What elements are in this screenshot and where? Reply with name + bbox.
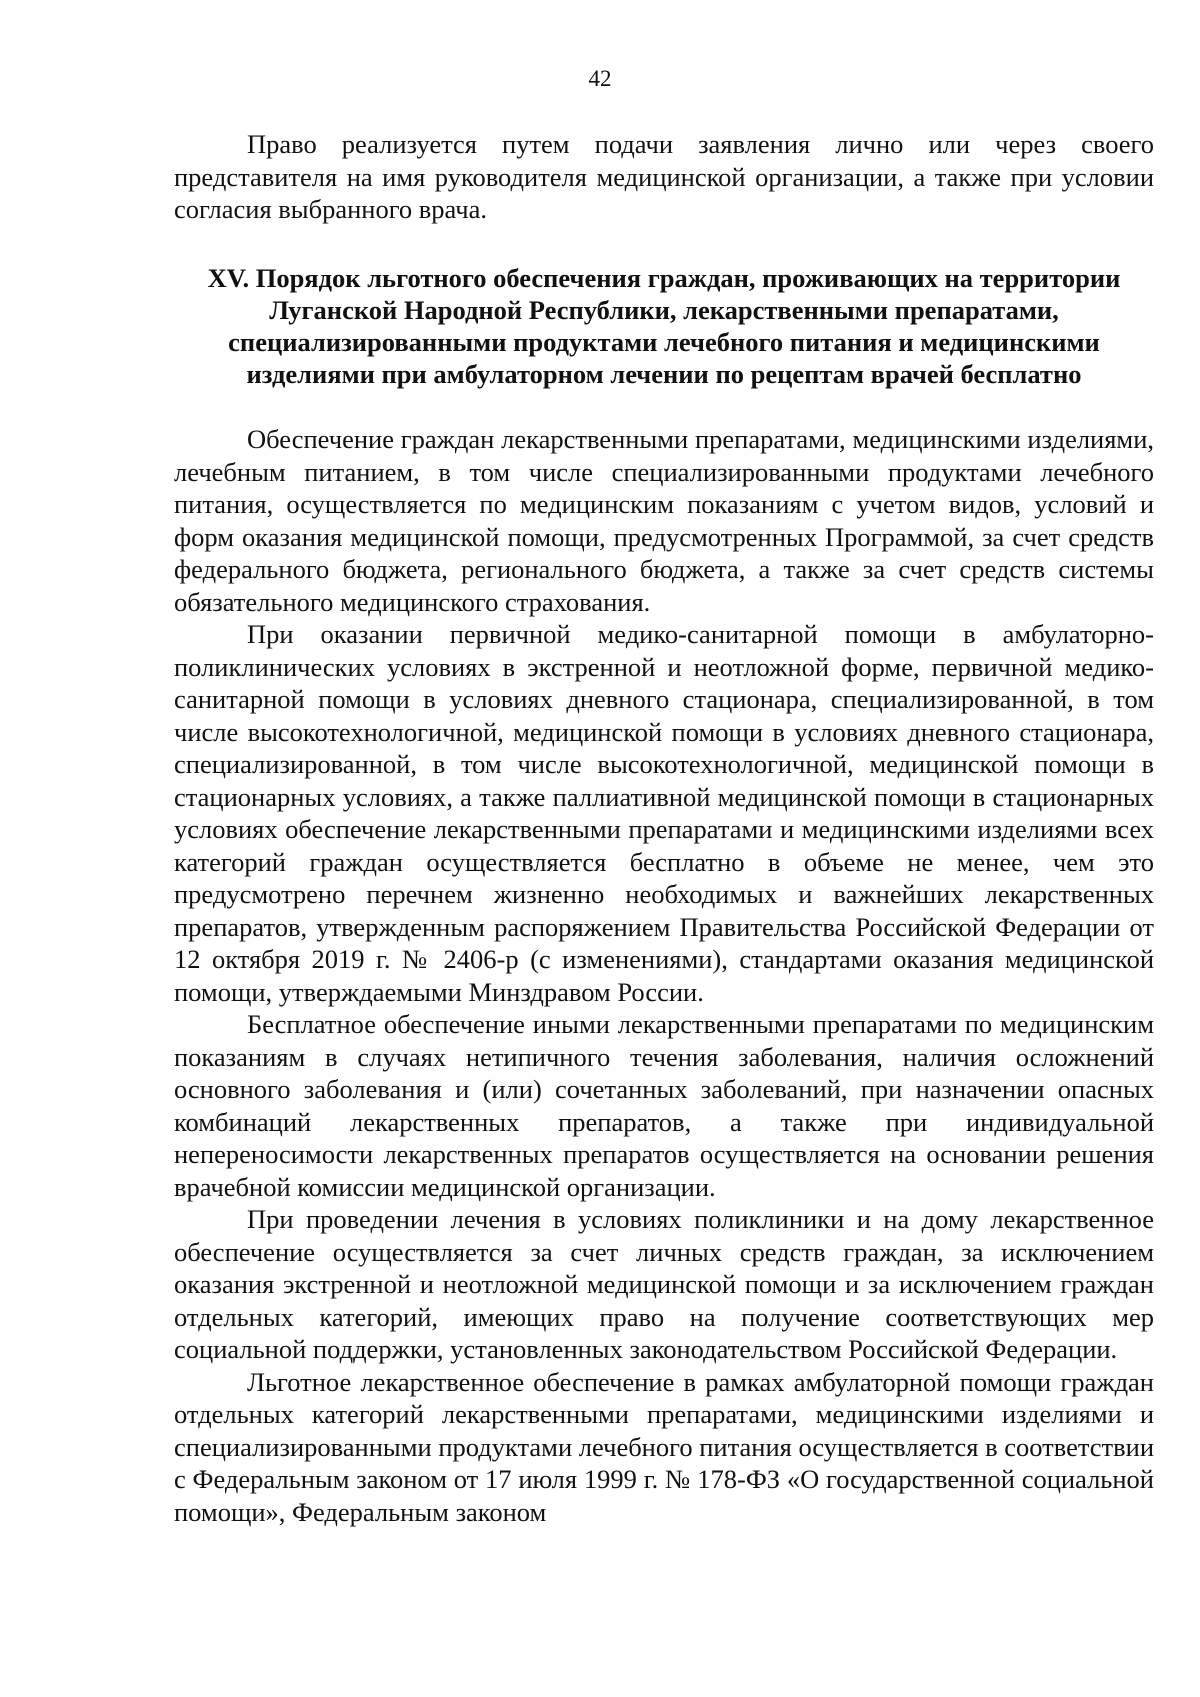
section-heading: XV. Порядок льготного обеспечения граждан, проживающих на территории Луганской Народной Республики, лекарственными препаратами, специализированными продуктами лечебного питания и медицинскими изделиями при амбулаторном лечении по рецептам врачей бесплатно: [207, 263, 1121, 389]
paragraph-other-drugs: Бесплатное обеспечение иными лекарственными препаратами по медицинским показаниям в случаях нетипичного течения заболевания, наличия осложнений основного заболевания и (или) сочетанных заболеваний, при назначении опасных комбинаций лекарственных препаратов, а также при индивидуальной непереносимости лекарственных препаратов осуществляется на основании решения врачебной комиссии медицинской организации.: [174, 1009, 1154, 1202]
paragraph-preferential: Льготное лекарственное обеспечение в рамках амбулаторной помощи граждан отдельных категорий лекарственными препаратами, медицинскими изделиями и специализированными продуктами лечебного питания осуществляется в соответствии с Федеральным законом от 17 июля 1999 г. № 178-ФЗ «О государственной социальной помощи», Федеральным законом: [174, 1366, 1154, 1527]
paragraph-primary-care: При оказании первичной медико-санитарной помощи в амбулаторно-поликлинических условиях в экстренной и неотложной форме, первичной медико-санитарной помощи в условиях дневного стационара, специализированной, в том числе высокотехнологичной, медицинской помощи в условиях дневного стационара, специализированной, в том числе высокотехнологичной, медицинской помощи в стационарных условиях, а также паллиативной медицинской помощи в стационарных условиях обеспечение лекарственными препаратами и медицинскими изделиями всех категорий граждан осуществляется бесплатно в объеме не менее, чем это предусмотрено перечнем жизненно необходимых и важнейших лекарственных препаратов, утвержденным распоряжением Правительства Российской Федерации от 12 октября 2019 г. № 2406-р (с изменениями), стандартами оказания медицинской помощи, утверждаемыми Минздравом России.: [174, 619, 1154, 1007]
intro-paragraph: Право реализуется путем подачи заявления лично или через своего представителя на имя руководителя медицинской организации, а также при условии согласия выбранного врача.: [174, 129, 1154, 224]
paragraph-outpatient: При проведении лечения в условиях поликлиники и на дому лекарственное обеспечение осуществляется за счет личных средств граждан, за исключением оказания экстренной и неотложной медицинской помощи и за исключением граждан отдельных категорий, имеющих право на получение соответствующих мер социальной поддержки, установленных законодательством Российской Федерации.: [174, 1204, 1154, 1364]
intro-block: [174, 128, 1154, 226]
paragraph-provision: Обеспечение граждан лекарственными препаратами, медицинскими изделиями, лечебным питанием, в том числе специализированными продуктами лечебного питания, осуществляется по медицинским показаниям с учетом видов, условий и форм оказания медицинской помощи, предусмотренных Программой, за счет средств федерального бюджета, регионального бюджета, а также за счет средств системы обязательного медицинского страхования.: [174, 424, 1154, 617]
section-body: [174, 423, 1154, 1528]
page-number: 42: [588, 66, 612, 91]
